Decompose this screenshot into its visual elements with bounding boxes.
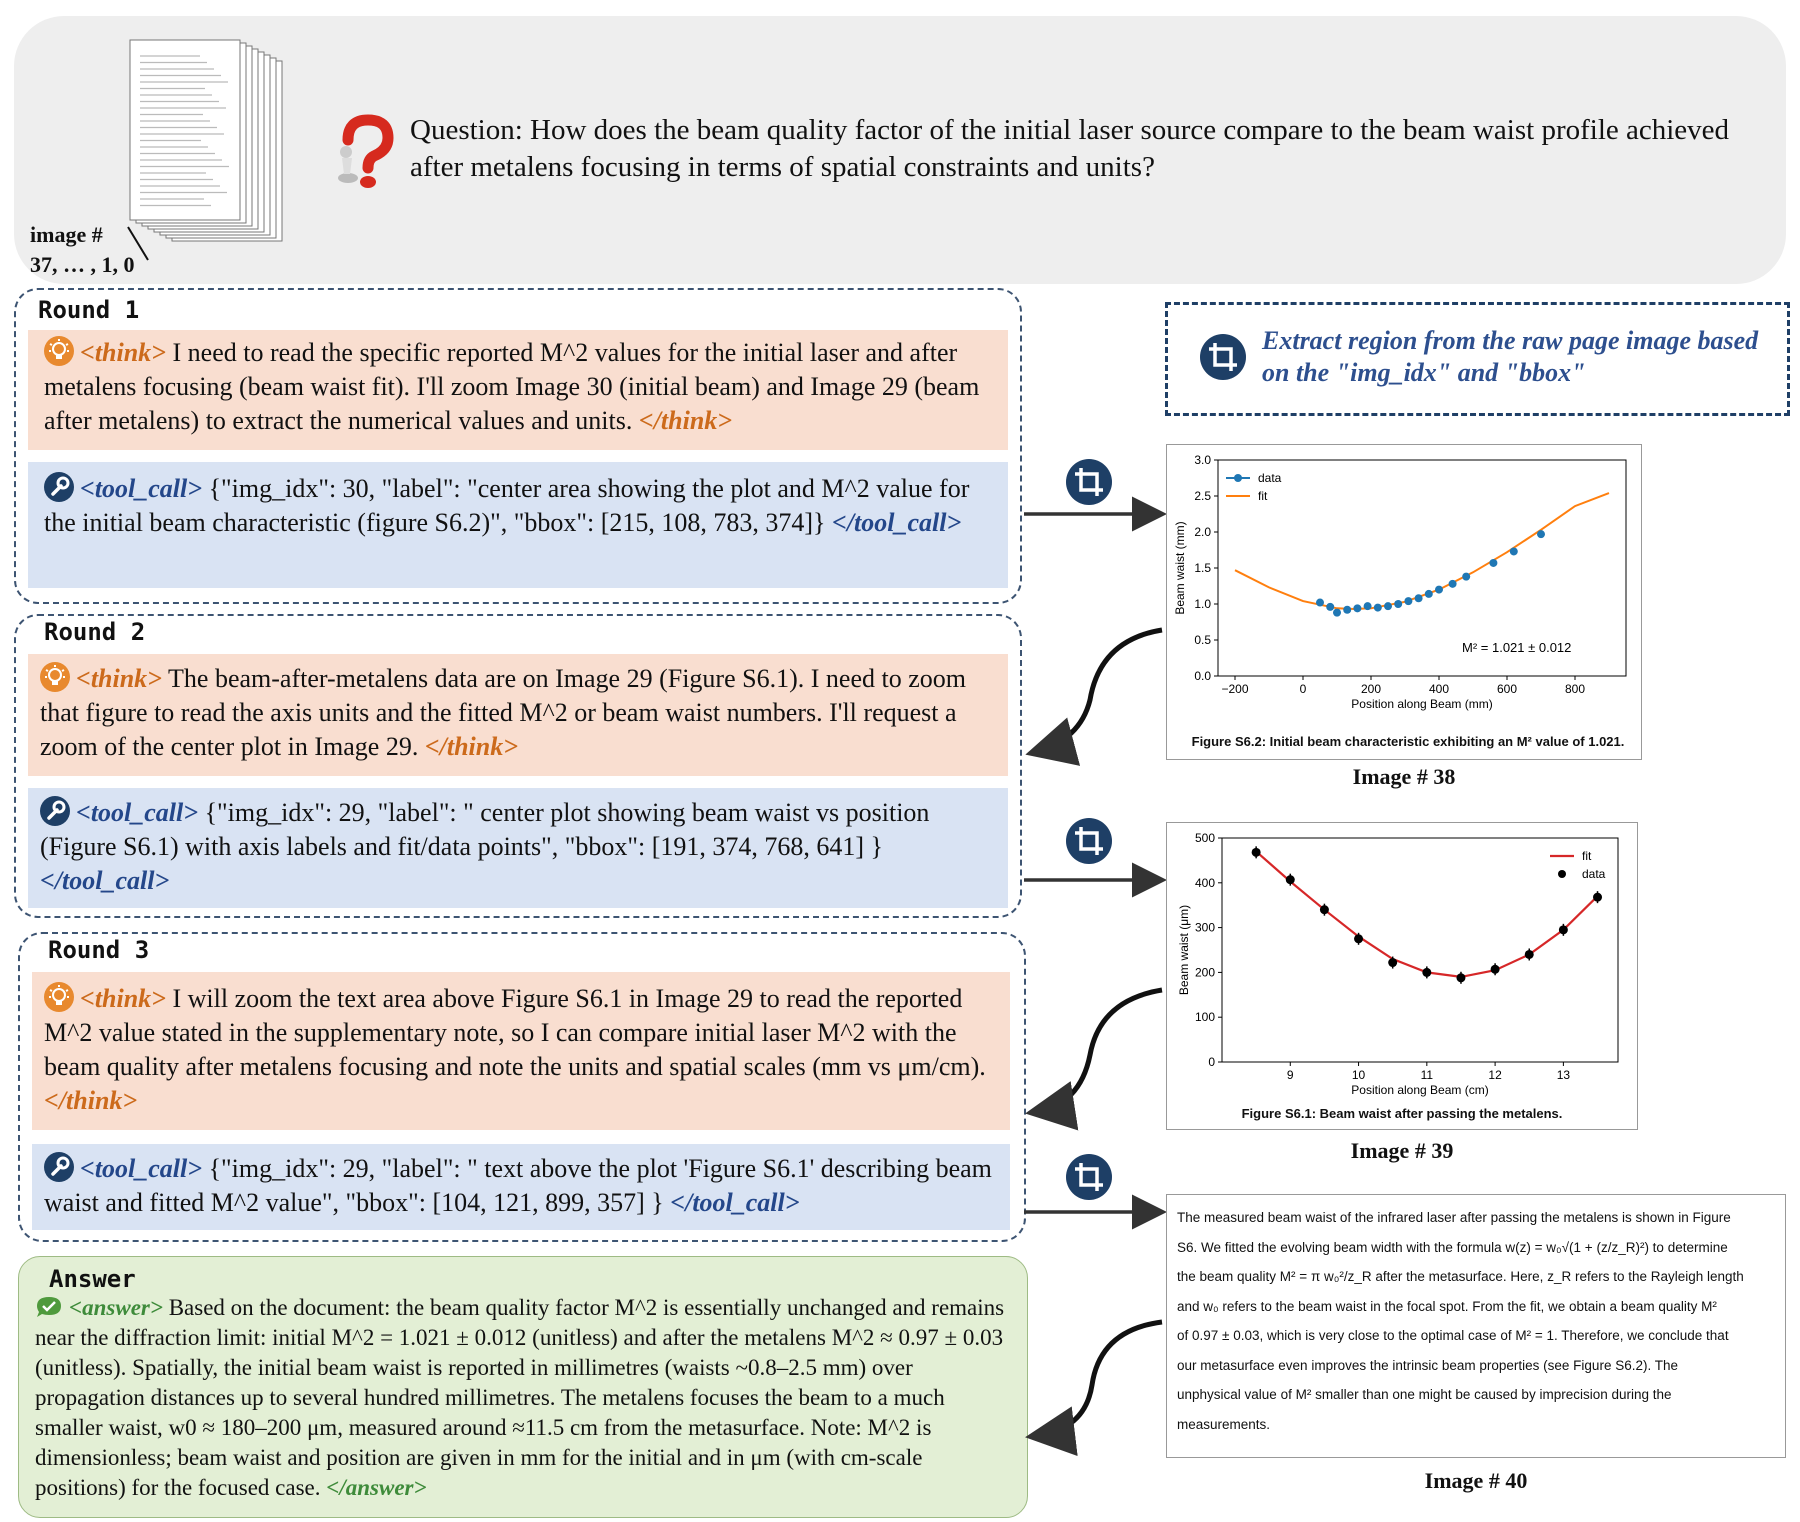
round-1-tool-call: <tool_call> {"img_idx": 30, "label": "center area showing the plot and M^2 value for the initial beam characteristic (figure S6.2)", "bbox": [215, 108, 783, 374]} </tool_call> [28,462,1008,588]
data-point [1353,604,1361,612]
question-text: Question: How does the beam quality factor of the initial laser source compare to the beam waist profile achieved after metalens focusing in terms of spatial constraints and units? [410,114,1730,183]
image-39-caption: Image # 39 [1350,1138,1454,1163]
x-tick-label: 200 [1360,682,1382,696]
image-40-line: the beam quality M² = π w₀²/z_R after the metasurface. Here, z_R refers to the Rayleigh length [1177,1269,1744,1284]
x-tick-label: −200 [1221,682,1249,696]
y-axis-label: Beam waist (mm) [1173,521,1187,615]
x-tick-label: 400 [1428,682,1450,696]
image-40-line: unphysical value of M² smaller than one might be caused by imprecision during the [1177,1387,1672,1402]
data-point [1537,530,1545,538]
chart-beam-initial [1166,444,1642,734]
x-tick-label: 13 [1556,1068,1571,1082]
data-point [1404,597,1412,605]
image-38-figure-caption: Figure S6.2: Initial beam characteristic exhibiting an M² value of 1.021. [1191,734,1625,749]
data-point [1333,609,1341,617]
data-point [1415,594,1423,602]
round-3-think: <think> I will zoom the text area above Figure S6.1 in Image 29 to read the reported M^2 value stated in the supplementary note, so I can compare initial laser M^2 with the beam quality after metalens focusing and note the units and spatial scales (mm vs μm/cm). </think> [32,972,1010,1130]
data-point [1456,973,1465,982]
answer-text: <answer> Based on the document: the beam quality factor M^2 is essentially unchanged and remains near the diffraction limit: initial M^2 = 1.021 ± 0.012 (unitless) and after the metalens M^2 ≈ 0.97 ± 0.03 (unitless). Spatially, the initial beam waist is reported in millimetres (waists ~0.8–2.5 mm) over propagation distances up to several hundred millimetres. The metalens focuses the beam to a much smaller waist, w0 ≈ 180–200 μm, measured around ≈11.5 cm from the metasurface. Note: M^2 is dimensionless; beam waist and position are given in mm for the initial and in μm (with cm-scale positions) for the focused case. </answer> [35,1295,1005,1500]
data-point [1425,590,1433,598]
data-point [1286,875,1295,884]
y-tick-label: 1.0 [1194,597,1211,611]
legend-marker [1234,474,1242,482]
crop-icon [1066,1154,1112,1200]
legend-label: data [1258,471,1282,485]
image-40-line: S6. We fitted the evolving beam width with the formula w(z) = w₀√(1 + (z/z_R)²) to determine [1177,1239,1728,1255]
plot-area [1222,838,1618,1062]
answer-title: Answer [49,1265,136,1293]
data-point [1374,604,1382,612]
round-3-tool-call: <tool_call> {"img_idx": 29, "label": " text above the plot 'Figure S6.1' describing beam waist and fitted M^2 value", "bbox": [104, 121, 899, 357] } </tool_call> [32,1144,1010,1230]
data-point [1343,606,1351,614]
y-tick-label: 200 [1194,965,1215,980]
crop-icon [1066,818,1112,864]
y-axis-label: Beam waist (μm) [1177,904,1191,996]
image-40-caption: Image # 40 [1424,1468,1528,1493]
data-point [1489,559,1497,567]
data-point [1320,905,1329,914]
data-point [1449,580,1457,588]
data-point [1326,603,1334,611]
data-point [1462,573,1470,581]
round-1-title: Round 1 [38,296,140,324]
y-tick-label: 100 [1194,1010,1215,1025]
round-1-think: <think> I need to read the specific reported M^2 values for the initial laser and after metalens focusing (beam waist fit). I'll zoom Image 30 (initial beam) and Image 29 (beam after metalens) to extract the numerical values and units. </think> [28,330,1008,450]
image-40-line: The measured beam waist of the infrared laser after passing the metalens is shown in Figure [1177,1210,1731,1225]
x-axis-label: Position along Beam (mm) [1351,697,1493,711]
x-tick-label: 11 [1420,1068,1434,1082]
y-tick-label: 0.0 [1194,669,1211,683]
extract-region-text: Extract region from the raw page image based on the "img_idx" and "bbox" [1262,326,1759,387]
y-tick-label: 2.5 [1194,489,1211,503]
image-40-line: our metasurface even improves the intrinsic beam properties (see Figure S6.2). The [1177,1357,1678,1373]
data-point [1435,586,1443,594]
data-point [1364,602,1372,610]
image-39-figure-caption: Figure S6.1: Beam waist after passing the metalens. [1241,1106,1563,1121]
image-38-caption: Image # 38 [1352,764,1456,789]
y-tick-label: 0 [1208,1055,1215,1069]
y-tick-label: 0.5 [1194,633,1211,647]
image-40-text-block [1166,1194,1786,1458]
image-40-line: and w₀ refers to the beam waist in the focal spot. From the fit, we obtain a beam quality M² [1177,1298,1717,1314]
x-tick-label: 0 [1299,682,1307,696]
data-point [1559,925,1568,934]
data-point [1316,599,1324,607]
round-3-title: Round 3 [48,936,150,964]
legend-marker [1558,870,1566,878]
round-2-think: <think> The beam-after-metalens data are on Image 29 (Figure S6.1). I need to zoom that figure to read the axis units and the fitted M^2 or beam waist numbers. I'll request a zoom of the center plot in Image 29. </think> [28,654,1008,776]
legend-label: fit [1582,849,1592,863]
data-point [1394,600,1402,608]
data-point [1491,965,1500,974]
crop-icon [1066,459,1112,505]
data-point [1388,958,1397,967]
m2-annotation: M² = 1.021 ± 0.012 [1462,640,1572,655]
y-tick-label: 400 [1194,875,1215,890]
data-point [1593,893,1602,902]
image-40-line: of 0.97 ± 0.03, which is very close to the optimal case of M² = 1. Therefore, we conclude that [1177,1328,1729,1343]
legend-label: data [1582,867,1606,881]
round-2-tool-call: <tool_call> {"img_idx": 29, "label": " center plot showing beam waist vs position (Figure S6.1) with axis labels and fit/data points", "bbox": [191, 374, 768, 641] } </tool_call> [28,788,1008,908]
y-tick-label: 300 [1194,920,1215,935]
chart-beam-metalens [1166,822,1638,1106]
y-tick-label: 2.0 [1194,525,1211,539]
x-tick-label: 800 [1564,682,1586,696]
x-tick-label: 12 [1488,1068,1502,1082]
y-tick-label: 500 [1194,831,1215,845]
y-tick-label: 1.5 [1194,561,1211,575]
y-tick-label: 3.0 [1194,453,1211,467]
data-point [1252,848,1261,857]
data-point [1384,602,1392,610]
series-fit-line [1256,851,1597,977]
series-fit-line [1235,493,1609,609]
x-tick-label: 9 [1286,1068,1294,1082]
data-point [1422,968,1431,977]
image-40-line: measurements. [1177,1416,1271,1432]
data-point [1354,934,1363,943]
x-axis-label: Position along Beam (cm) [1351,1083,1489,1097]
image-range-label: image # 37, … , 1, 0 [30,222,135,277]
legend-label: fit [1258,489,1268,503]
round-2-title: Round 2 [44,618,146,646]
x-tick-label: 10 [1351,1068,1366,1082]
data-point [1510,547,1518,555]
data-point [1525,950,1534,959]
x-tick-label: 600 [1496,682,1518,696]
